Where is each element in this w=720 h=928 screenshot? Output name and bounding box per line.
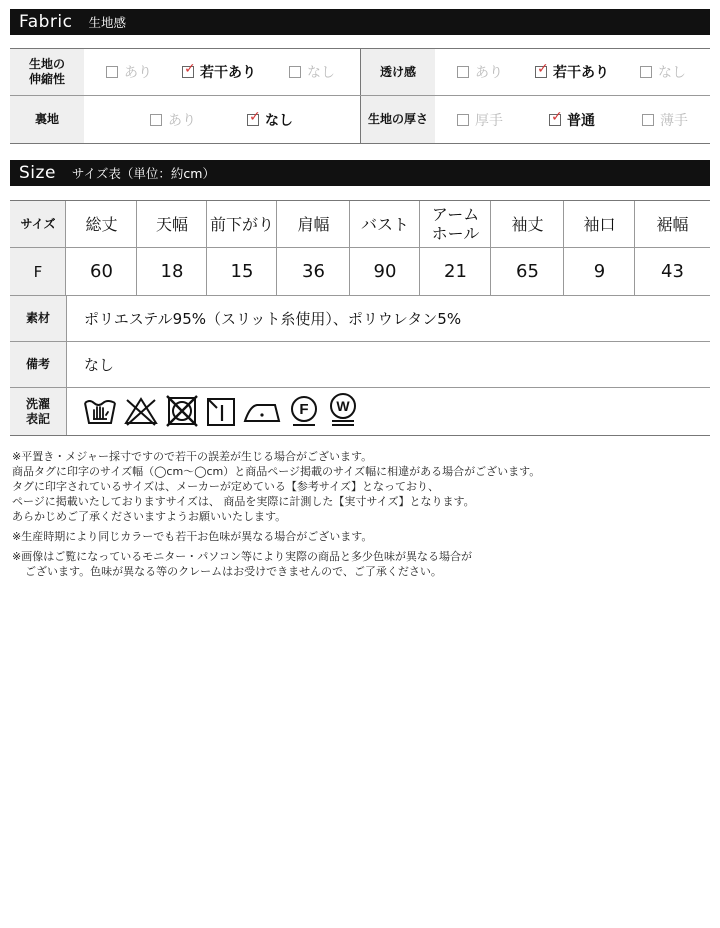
- fabric-row-2: [10, 96, 710, 143]
- column-divider: [206, 248, 207, 295]
- size-header-cell: 裾幅: [656, 214, 689, 234]
- column-divider: [349, 248, 350, 295]
- size-header-cell: 袖口: [583, 214, 616, 234]
- material-value: ポリエステル95%（スリット糸使用）、ポリウレタン5%: [84, 310, 462, 328]
- column-divider: [206, 201, 207, 247]
- iron-low-icon: [242, 393, 282, 429]
- size-value-row: [10, 248, 710, 296]
- size-notes: [12, 449, 712, 579]
- size-header-cell: 袖丈: [511, 214, 544, 234]
- checkbox-icon: [106, 66, 118, 78]
- column-divider: [419, 201, 420, 247]
- sheer-option-slight: ✓ 若干あり: [537, 61, 609, 81]
- column-divider: [136, 201, 137, 247]
- note-line: ※平置き・メジャー採寸ですので若干の誤差が生じる場合がございます。: [12, 450, 373, 463]
- size-value-cell: F: [10, 248, 66, 295]
- checkbox-icon: [642, 114, 654, 126]
- size-title-en: Size: [19, 163, 56, 183]
- note-line: ございます。色味が異なる等のクレームはお受けできませんので、ご了承ください。: [25, 565, 442, 578]
- checked-checkbox-icon: ✓: [551, 108, 563, 125]
- note-line: ※生産時期により同じカラーでも若干お色味が異なる場合がございます。: [12, 530, 373, 543]
- column-divider: [563, 201, 564, 247]
- lining-option-yes: あり: [150, 96, 196, 143]
- size-value-cell: 60: [90, 261, 113, 282]
- wet-clean-w-icon: [326, 392, 360, 430]
- fabric-section-header: [10, 9, 710, 35]
- column-divider: [634, 201, 635, 247]
- checkbox-icon: [289, 66, 301, 78]
- stretch-option-yes: あり: [106, 49, 152, 95]
- size-header-cell: アーム ホール: [431, 205, 480, 243]
- size-section-header: [10, 160, 710, 186]
- checkbox-icon: [457, 66, 469, 78]
- note-line: ページに掲載いたしておりますサイズは、 商品を実際に計測した【実寸サイズ】となります。: [12, 495, 475, 508]
- size-header-row: [10, 201, 710, 248]
- lining-option-none: ✓ なし: [249, 108, 293, 129]
- dry-clean-f-icon: [287, 393, 321, 429]
- fabric-title-jp: 生地感: [88, 15, 127, 30]
- fabric-row-1: [10, 49, 710, 96]
- care-symbols: [82, 391, 360, 431]
- remarks-value: なし: [84, 356, 115, 374]
- size-value-cell: 43: [661, 261, 684, 282]
- sheer-option-yes: あり: [457, 49, 503, 95]
- svg-text:F: F: [299, 401, 309, 418]
- note-line: ※画像はご覧になっているモニター・パソコン等により実際の商品と多少色味が異なる場合が: [12, 550, 472, 563]
- checked-checkbox-icon: ✓: [249, 108, 261, 125]
- column-divider: [136, 248, 137, 295]
- size-header-cell: 前下がり: [209, 214, 274, 234]
- no-tumble-dry-icon: [164, 393, 200, 429]
- stretch-option-none: なし: [289, 49, 335, 95]
- size-value-cell: 65: [516, 261, 539, 282]
- line-dry-shade-icon: [205, 393, 237, 429]
- size-value-cell: 90: [373, 261, 397, 282]
- care-label: 洗濯 表記: [10, 388, 66, 435]
- no-bleach-icon: [123, 393, 159, 429]
- column-divider: [65, 201, 66, 247]
- column-divider: [490, 248, 491, 295]
- size-header-cell: サイズ: [10, 201, 66, 247]
- material-label: 素材: [10, 296, 66, 341]
- checkbox-icon: [457, 114, 469, 126]
- size-value-cell: 21: [444, 261, 467, 282]
- remarks-row: [10, 342, 710, 388]
- column-divider: [634, 248, 635, 295]
- column-divider: [419, 248, 420, 295]
- note-line: あらかじめご了承くださいますようお願いいたします。: [12, 510, 287, 523]
- size-header-cell: 天幅: [155, 214, 188, 234]
- sheer-option-none: なし: [640, 49, 686, 95]
- column-divider: [65, 248, 66, 295]
- fabric-table: [10, 48, 710, 144]
- thickness-option-thick: 厚手: [457, 96, 503, 143]
- thickness-label: 生地の厚さ: [361, 96, 435, 143]
- column-divider: [276, 248, 277, 295]
- size-header-cell: 総丈: [85, 214, 118, 234]
- checkbox-icon: [640, 66, 652, 78]
- stretch-option-slight: ✓ 若干あり: [184, 61, 256, 81]
- column-divider: [563, 248, 564, 295]
- svg-text:W: W: [336, 398, 350, 414]
- stretch-label: 生地の 伸縮性: [10, 49, 84, 95]
- size-header-cell: 肩幅: [297, 214, 330, 234]
- column-divider: [276, 201, 277, 247]
- sheer-label: 透け感: [361, 49, 435, 95]
- checkbox-icon: [150, 114, 162, 126]
- size-table: [10, 200, 710, 297]
- size-value-cell: 9: [593, 261, 606, 282]
- size-header-cell: バスト: [360, 214, 409, 234]
- fabric-title-en: Fabric: [19, 12, 73, 32]
- checked-checkbox-icon: ✓: [184, 61, 196, 77]
- column-divider: [490, 201, 491, 247]
- size-value-cell: 18: [160, 261, 184, 282]
- checked-checkbox-icon: ✓: [537, 61, 549, 77]
- column-divider: [349, 201, 350, 247]
- remarks-label: 備考: [10, 342, 66, 387]
- size-value-cell: 36: [302, 261, 325, 282]
- care-row: [10, 388, 710, 436]
- hand-wash-icon: [82, 393, 118, 429]
- size-value-cell: 15: [230, 261, 254, 282]
- note-line: 商品タグに印字のサイズ幅（◯cm〜◯cm）と商品ページ掲載のサイズ幅に相違がある場合がございます。: [12, 465, 541, 478]
- lining-label: 裏地: [10, 96, 84, 143]
- size-title-jp: サイズ表（単位：約cm）: [71, 166, 215, 181]
- thickness-option-thin: 薄手: [642, 96, 688, 143]
- note-line: タグに印字されているサイズは、メーカーが定めている【参考サイズ】となっており、: [12, 480, 440, 493]
- thickness-option-normal: ✓ 普通: [551, 108, 595, 129]
- material-row: [10, 296, 710, 342]
